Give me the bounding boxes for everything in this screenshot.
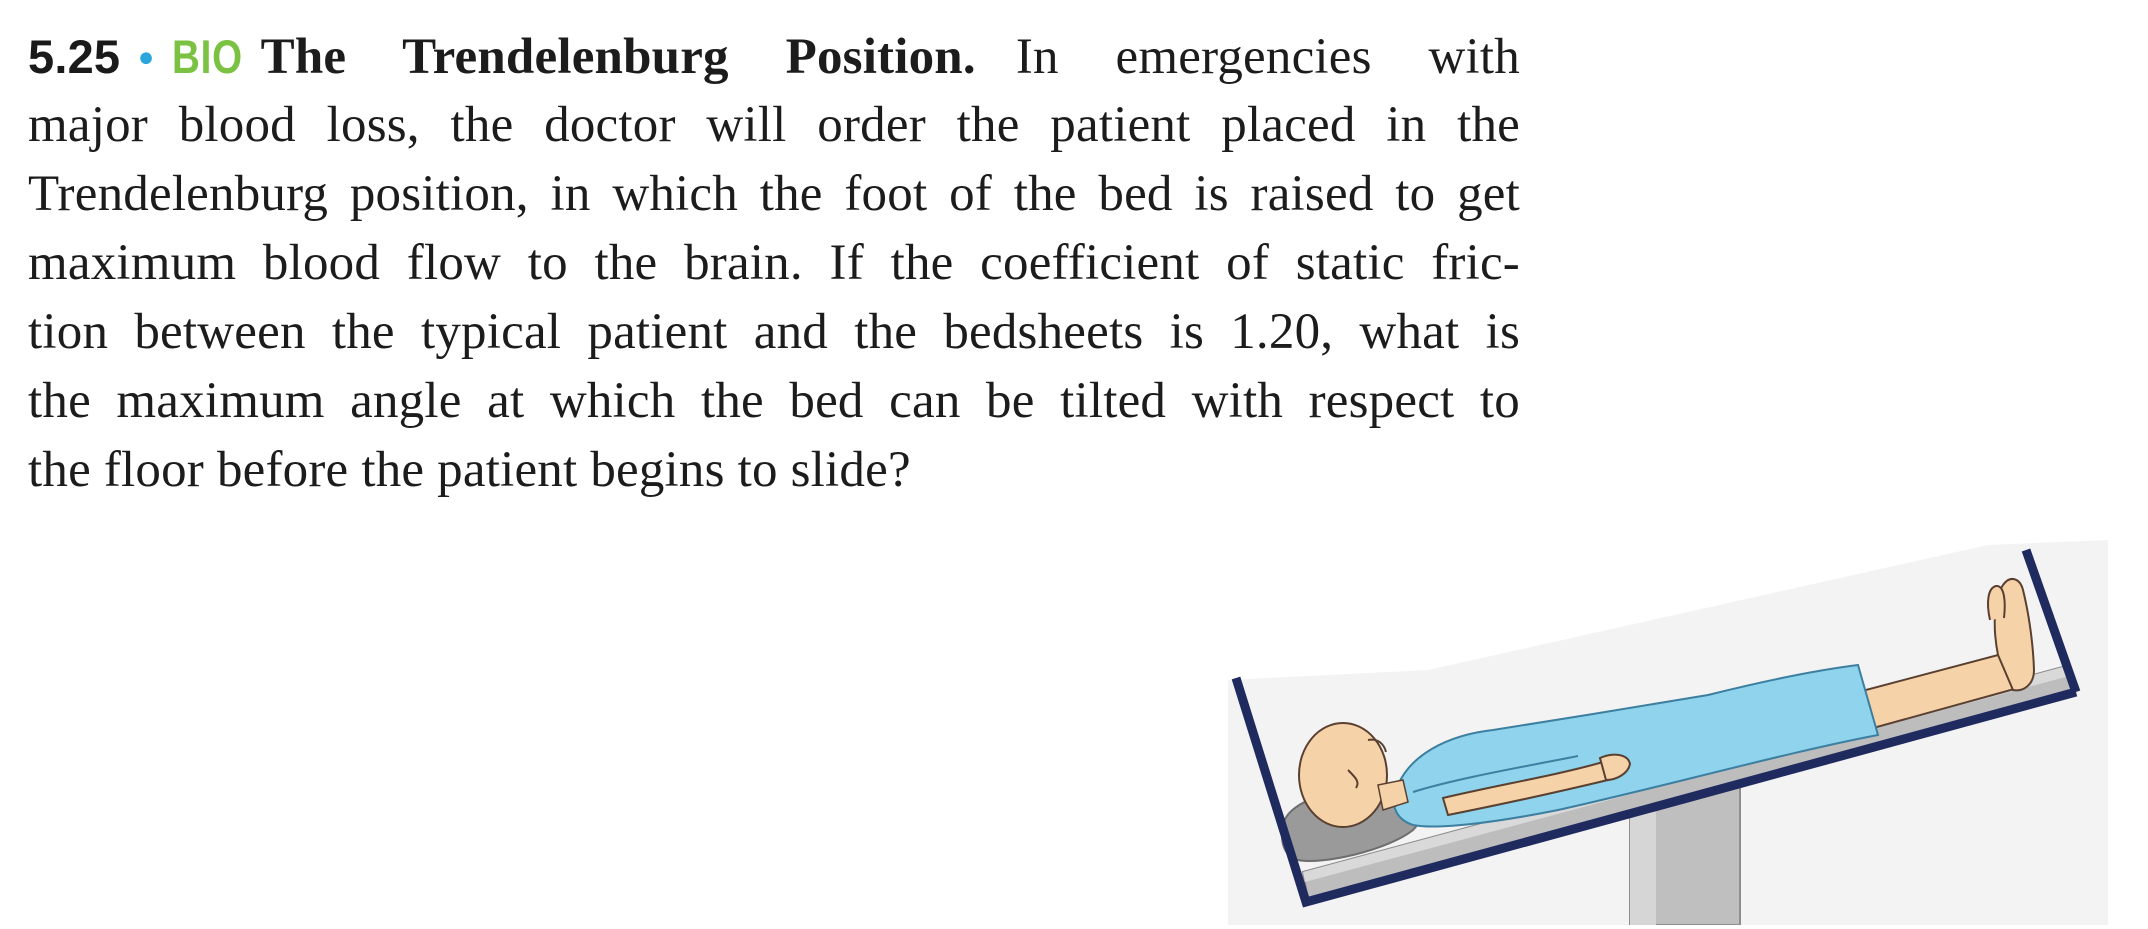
problem-text-line: tion between the typical patient and the bedsheets is 1.20, what is [28,304,1520,360]
problem-text-line: the maximum angle at which the bed can be tilted with respect to [28,373,1520,429]
bullet-dot: • [134,37,159,83]
problem-text-line: maximum blood flow to the brain. If the coefficient of static fric- [28,235,1520,291]
problem-text-line: In emergencies with [1015,29,1520,85]
problem-number: 5.25 [28,30,121,83]
problem-text [28,22,1520,505]
problem-text-line: Trendelenburg position, in which the foot of the bed is raised to get [28,166,1520,222]
bed-patient-figure [1228,530,2108,925]
subject-tag: BIO [172,30,244,83]
problem-text-line: major blood loss, the doctor will order the patient placed in the [28,97,1520,153]
patient-head [1299,723,1387,827]
patient-toes [1988,586,2005,620]
trendelenburg-illustration [1228,530,2108,925]
problem-line-1 [28,22,1520,91]
problem-text-line: the floor before the patient begins to slide? [28,442,911,498]
problem-title: The Trendelenburg Position. [260,29,976,85]
